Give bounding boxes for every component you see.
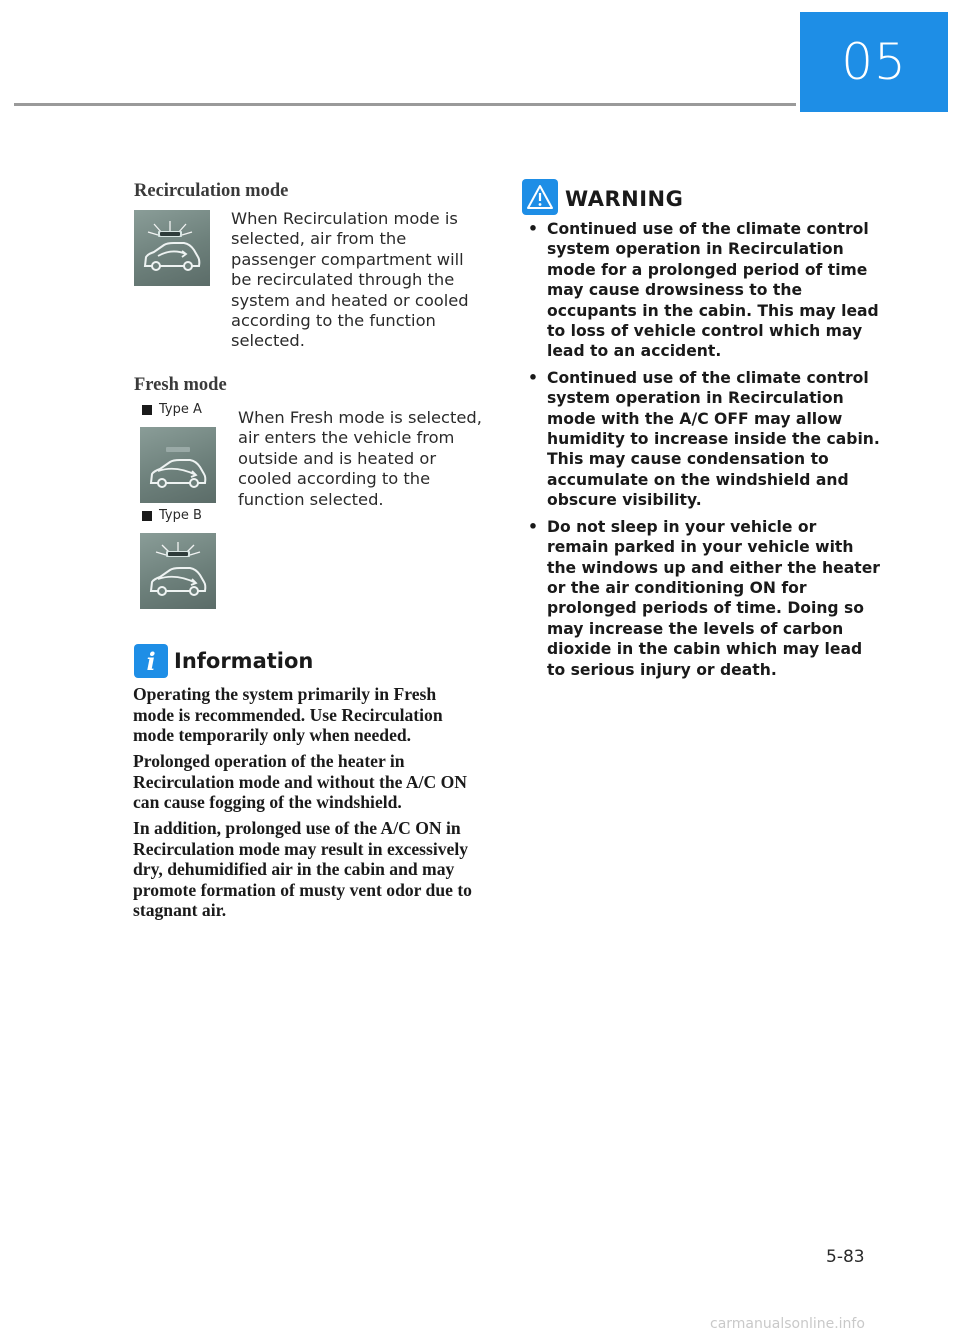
page-number: 5-83 (826, 1247, 865, 1267)
square-bullet-icon (142, 511, 152, 521)
type-a-label (142, 402, 202, 417)
warning-list (522, 219, 880, 686)
recirculation-description: When Recirculation mode is selected, air from the passenger compartment will be recirculated through the system and heated or cooled according to the function selected. (231, 209, 469, 351)
type-a-text: Type A (159, 402, 202, 417)
fresh-air-car-icon (140, 533, 216, 609)
warning-item (522, 368, 880, 511)
information-paragraph: Operating the system primarily in Fresh mode is recommended. Use Recirculation mode temporarily only when needed. (133, 684, 443, 745)
fresh-heading: Fresh mode (134, 375, 227, 395)
warning-icon (522, 179, 558, 215)
square-bullet-icon (142, 405, 152, 415)
warning-title: WARNING (565, 187, 684, 211)
fresh-air-car-icon (140, 427, 216, 503)
warning-triangle-icon (522, 179, 558, 215)
information-paragraph: Prolonged operation of the heater in Recirculation mode and without the A/C ON can cause fogging of the windshield. (133, 751, 467, 812)
bullet: • (528, 220, 538, 238)
information-title: Information (174, 649, 314, 673)
recirculation-heading: Recirculation mode (134, 181, 289, 201)
warning-item-text: Do not sleep in your vehicle or remain parked in your vehicle with the windows up and either the heater or the air conditioning ON for prolonged periods of time. Doing so may increase the levels of carbon dioxide in the cabin which may lead to serious injury or death. (547, 517, 880, 679)
bullet: • (528, 517, 538, 536)
fresh-description: When Fresh mode is selected, air enters the vehicle from outside and is heated or cooled according to the function selected. (238, 408, 482, 509)
chapter-tab: 05 (800, 12, 948, 112)
information-icon: i (134, 644, 168, 678)
information-paragraph: In addition, prolonged use of the A/C ON in Recirculation mode may result in excessively dry, dehumidified air in the cabin and may promote formation of musty vent odor due to stagnant air. (133, 818, 472, 920)
watermark: carmanualsonline.info (710, 1316, 865, 1332)
type-b-label (142, 508, 202, 523)
recirculation-car-icon (134, 210, 210, 286)
fresh-type-b-button-image (140, 533, 216, 609)
header-rule (14, 103, 796, 106)
warning-item-text: Continued use of the climate control system operation in Recirculation mode with the A/C OFF may allow humidity to increase inside the cabin. This may cause condensation to accumulate on the windshield and obscure visibility. (547, 368, 880, 510)
recirculation-button-image (134, 210, 210, 286)
warning-item (522, 517, 880, 680)
warning-item (522, 219, 880, 362)
warning-item-text: Continued use of the climate control system operation in Recirculation mode for a prolonged period of time may cause drowsiness to the occupants in the cabin. This may lead to loss of vehicle control which may lead to an accident. (547, 220, 879, 361)
bullet: • (528, 368, 538, 387)
type-b-text: Type B (159, 508, 202, 523)
fresh-type-a-button-image (140, 427, 216, 503)
